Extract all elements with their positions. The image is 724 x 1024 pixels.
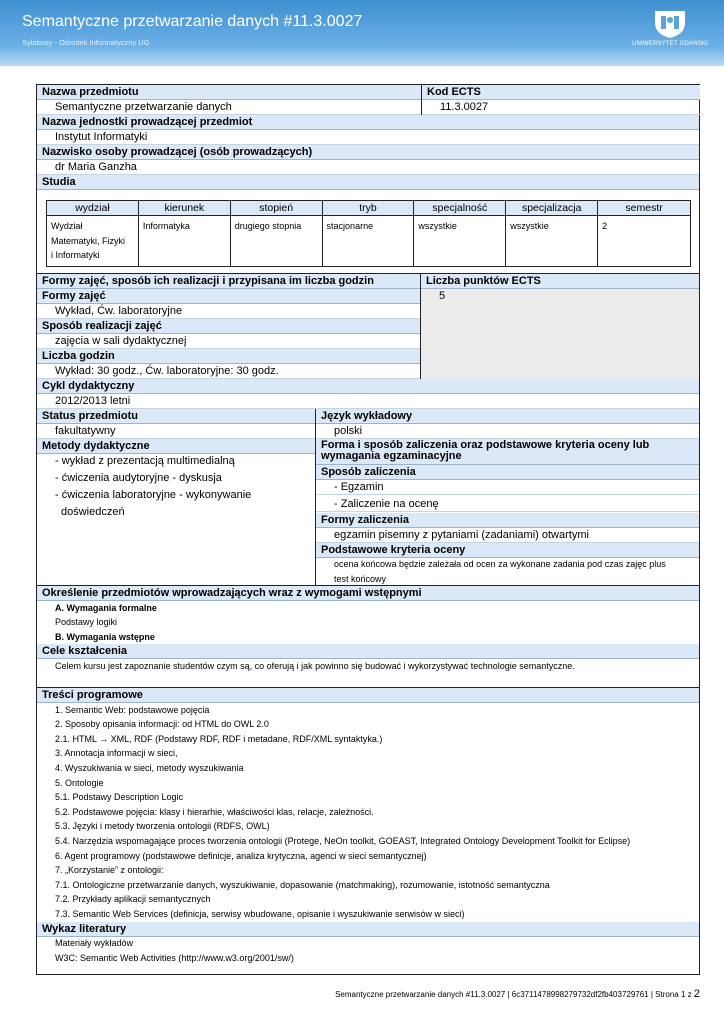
criteria-label: Podstawowe kryteria oceny [316, 543, 699, 558]
faculty-line: Wydział [51, 221, 83, 231]
content-item: 7.1. Ontologiczne przetwarzanie danych, wyszukiwanie, dopasowanie (matchmaking), rozumowanie, istotność semantyczna [55, 880, 550, 890]
assessment-header-line: wymagania egzaminacyjne [321, 450, 462, 462]
criteria-text: test końcowy [334, 574, 387, 584]
unit-label: Nazwa jednostki prowadzącej przedmiot [37, 115, 699, 130]
realization-label: Sposób realizacji zajęć [37, 319, 420, 334]
header-banner [0, 0, 724, 66]
course-name: Semantyczne przetwarzanie danych [37, 100, 421, 115]
footer-page-total: 2 [693, 988, 700, 1000]
goals-text: Celem kursu jest zapoznanie studentów czym są, co oferują i jak powinno się budować i wykorzystywać technologie semantyczne. [55, 661, 575, 671]
studia-tryb: stacjonarne [322, 216, 414, 267]
studia-header-kierunek: kierunek [138, 201, 230, 216]
method-item: - wykład z prezentacją multimedialną [55, 455, 235, 467]
studia-header-tryb: tryb [322, 201, 414, 216]
ects-code: 11.3.0027 [422, 100, 700, 115]
status-label: Status przedmiotu [37, 409, 315, 424]
formal-requirements-label: A. Wymagania formalne [55, 603, 157, 613]
content-item: 7.3. Semantic Web Services (definicja, serwisy wbudowane, opisanie i wyszukiwanie serwisów w sieci) [55, 909, 465, 919]
content-item: 7.2. Przykłady aplikacji semantycznych [55, 894, 211, 904]
unit-value: Instytut Informatyki [37, 130, 699, 145]
table-row [47, 216, 691, 267]
studia-stopien: drugiego stopnia [230, 216, 322, 267]
page-subtitle: Sylabusy - Ośrodek Informatyczny UG [22, 38, 150, 47]
assessment-header [316, 439, 699, 465]
goals-header: Cele kształcenia [37, 644, 699, 659]
ects-points-label: Liczba punktów ECTS [421, 274, 699, 289]
university-crest-icon [652, 7, 688, 39]
method-item: doświedczeń [61, 506, 125, 518]
criteria-text: ocena końcowa będzie zależała od ocen za wykonane zadania pod czas zajęc plus [334, 559, 666, 569]
teacher-value: dr Maria Ganzha [37, 160, 699, 175]
assessment-method: - Zaliczenie na ocenę [316, 497, 699, 512]
realization-value: zajęcia w sali dydaktycznej [37, 334, 420, 349]
methods-label: Metody dydaktyczne [37, 439, 315, 454]
cycle-value: 2012/2013 letni [37, 394, 699, 409]
forms-value: Wykład, Ćw. laboratoryjne [37, 304, 420, 319]
assessment-forms-label: Formy zaliczenia [316, 513, 699, 528]
faculty-line: i Informatyki [51, 250, 100, 260]
forms-label: Formy zajęć [37, 289, 420, 304]
hours-value: Wykład: 30 godz., Ćw. laboratoryjne: 30 godz. [37, 364, 420, 379]
teacher-label: Nazwisko osoby prowadzącej (osób prowadzących) [37, 145, 699, 160]
page-footer [335, 988, 700, 1000]
studia-label: Studia [37, 175, 699, 190]
literature-item: W3C: Semantic Web Activities (http://www.w3.org/2001/sw/) [55, 953, 294, 963]
method-item: - ćwiczenia audytoryjne - dyskusja [55, 472, 222, 484]
status-value: fakultatywny [37, 424, 315, 439]
prereq-header: Określenie przedmiotów wprowadzających wraz z wymogami wstępnymi [37, 586, 699, 601]
content-item: 3. Annotacja informacji w sieci, [55, 748, 178, 758]
content-item: 6. Agent programowy (podstawowe definicje, analiza krytyczna, agenci w sieci semantycznej) [55, 851, 427, 861]
studia-specjalizacja: wszystkie [506, 216, 598, 267]
syllabus-sheet [36, 84, 700, 975]
content-item: 5. Ontologie [55, 778, 104, 788]
ects-points-value: 5 [439, 290, 446, 302]
content-item: 5.4. Narzędzia wspomagające proces tworzenia ontologii (Protege, NeOn toolkit, GOEAST, Integrated Ontology Development Toolkit for Eclipse) [55, 836, 631, 846]
studia-header-specjalnosc: specjalność [414, 201, 506, 216]
hours-label: Liczba godzin [37, 349, 420, 364]
content-item: 2.1. HTML → XML, RDF (Podstawy RDF, RDF i metadane, RDF/XML syntaktyka.) [55, 734, 383, 744]
assessment-forms: egzamin pisemny z pytaniami (zadaniami) otwartymi [316, 528, 699, 543]
content-item: 4. Wyszukiwania w sieci, metody wyszukiwania [55, 763, 244, 773]
university-logo [628, 7, 712, 53]
faculty-line: Matematyki, Fizyki [51, 235, 126, 246]
literature-header: Wykaz literatury [37, 922, 699, 937]
literature-item: Materiały wykładów [55, 938, 134, 948]
footer-text: Semantyczne przetwarzanie danych #11.3.0027 | 6c3711478998279732df2fb403729761 | Strona 1 z [335, 990, 692, 999]
content-item: 5.2. Podstawowe pojęcia: klasy i hierarhie, właściwości klas, relacje, zależności. [55, 807, 374, 817]
assessment-method-label: Sposób zaliczenia [316, 465, 699, 480]
studia-header-specjalizacja: specjalizacja [506, 201, 598, 216]
content-item: 5.1. Podstawy Description Logic [55, 792, 184, 802]
initial-requirements-label: B. Wymagania wstępne [55, 632, 155, 642]
ects-points-panel [421, 289, 699, 380]
studia-header-stopien: stopień [230, 201, 322, 216]
formal-requirements: Podstawy logiki [55, 617, 118, 627]
cycle-label: Cykl dydaktyczny [37, 379, 699, 394]
content-item: 5.3. Języki i metody tworzenia ontologii (RDFS, OWL) [55, 821, 270, 831]
studia-kierunek: Informatyka [138, 216, 230, 267]
studia-specjalnosc: wszystkie [414, 216, 506, 267]
language-value: polski [316, 424, 699, 439]
content-item: 7. „Korzystanie” z ontologii: [55, 865, 164, 875]
studia-header-semestr: semestr [598, 201, 691, 216]
course-name-label: Nazwa przedmiotu [37, 85, 421, 100]
logo-text: UNIWERSYTET GDAŃSKI [631, 41, 709, 47]
content-item: 1. Semantic Web: podstawowe pojęcia [55, 705, 210, 715]
assessment-header-line: Forma i sposób zaliczenia oraz podstawowe kryteria oceny lub [321, 439, 650, 451]
studia-semestr: 2 [598, 216, 691, 267]
language-label: Język wykładowy [316, 409, 699, 424]
content-item: 2. Sposoby opisania informacji: od HTML do OWL 2.0 [55, 719, 269, 729]
content-header: Treści programowe [37, 688, 699, 703]
studia-table [46, 200, 691, 267]
ects-code-label: Kod ECTS [422, 85, 700, 100]
studia-faculty [47, 216, 139, 267]
assessment-method: - Egzamin [316, 480, 699, 495]
method-item: - ćwiczenia laboratoryjne - wykonywanie [55, 489, 252, 501]
forms-header: Formy zajęć, sposób ich realizacji i przypisana im liczba godzin [37, 274, 420, 289]
page-title: Semantyczne przetwarzanie danych #11.3.0027 [22, 13, 363, 30]
studia-header-wydzial: wydział [47, 201, 139, 216]
